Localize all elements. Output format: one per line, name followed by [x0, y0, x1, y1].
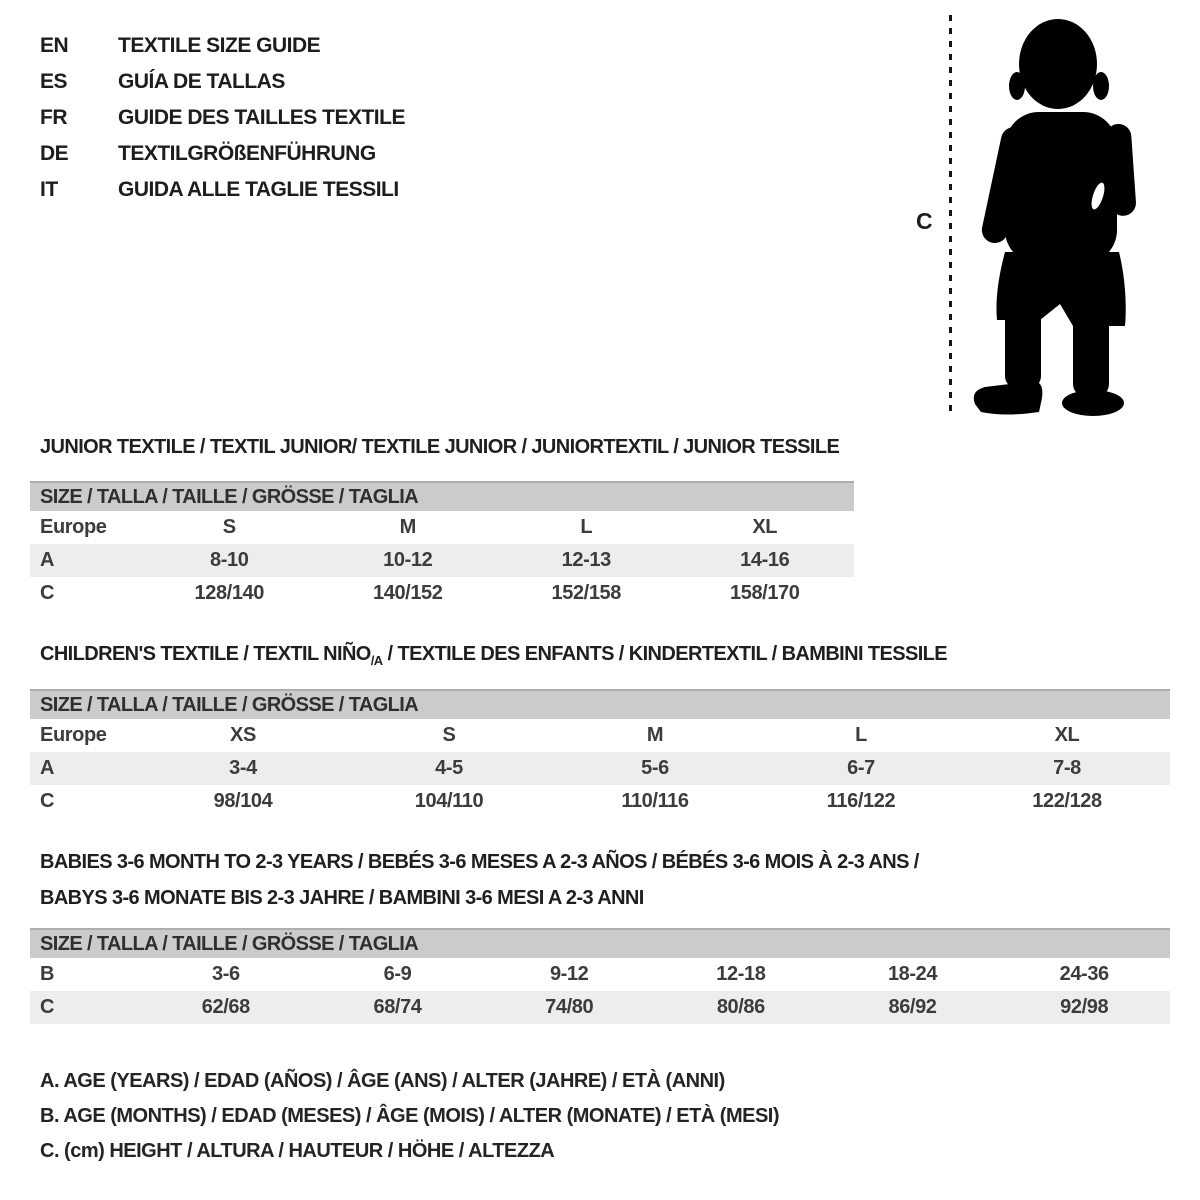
table-cell: 7-8: [1053, 757, 1081, 779]
children-title-part2: / TEXTILE DES ENFANTS / KINDERTEXTIL / BAMBINI TESSILE: [382, 643, 948, 665]
table-header: [30, 481, 854, 511]
table-header: [30, 689, 1170, 719]
table-cell: 122/128: [1032, 790, 1102, 812]
children-size-table: [30, 689, 1170, 818]
language-code: DE: [40, 142, 69, 165]
table-cell: M: [399, 516, 416, 538]
table-cell: 152/158: [551, 582, 621, 604]
language-title-list: [40, 28, 405, 208]
table-cell: 5-6: [641, 757, 669, 779]
table-header-label: SIZE / TALLA / TAILLE / GRÖSSE / TAGLIA: [40, 485, 419, 508]
table-cell: XL: [752, 516, 778, 538]
table-cell: 128/140: [194, 582, 264, 604]
language-row: [40, 28, 405, 64]
table-cell: 8-10: [210, 549, 249, 571]
babies-section-title-line1: BABIES 3-6 MONTH TO 2-3 YEARS / BEBÉS 3-6 MESES A 2-3 AÑOS / BÉBÉS 3-6 MOIS À 2-3 ANS /: [40, 851, 919, 873]
table-cell: S: [442, 724, 456, 746]
table-cell: 86/92: [888, 996, 937, 1018]
language-code: FR: [40, 106, 67, 129]
table-cell: 6-7: [847, 757, 875, 779]
row-label: A: [40, 757, 55, 779]
table-cell: XS: [230, 724, 256, 746]
language-row: [40, 136, 405, 172]
table-row: [30, 991, 1170, 1024]
table-header: [30, 928, 1170, 958]
table-cell: 24-36: [1059, 963, 1109, 985]
table-cell: 80/86: [716, 996, 765, 1018]
table-cell: 104/110: [414, 790, 484, 812]
table-row: [30, 785, 1170, 818]
table-cell: 116/122: [826, 790, 896, 812]
row-label: B: [40, 963, 55, 985]
table-header-label: SIZE / TALLA / TAILLE / GRÖSSE / TAGLIA: [40, 932, 419, 955]
legend-line-a: A. AGE (YEARS) / EDAD (AÑOS) / ÂGE (ANS) / ALTER (JAHRE) / ETÀ (ANNI): [40, 1070, 725, 1092]
language-row: [40, 172, 405, 208]
junior-size-table: [30, 481, 854, 610]
children-title-part1: CHILDREN'S TEXTILE / TEXTIL NIÑO: [40, 643, 371, 665]
table-row: [30, 719, 1170, 752]
table-header-label: SIZE / TALLA / TAILLE / GRÖSSE / TAGLIA: [40, 693, 419, 716]
babies-section-title-line2: BABYS 3-6 MONATE BIS 2-3 JAHRE / BAMBINI 3-6 MESI A 2-3 ANNI: [40, 887, 644, 909]
guide-title-es: GUÍA DE TALLAS: [118, 70, 285, 93]
table-cell: 158/170: [730, 582, 800, 604]
language-code: IT: [40, 178, 58, 201]
row-label: C: [40, 790, 55, 812]
legend-line-c: C. (cm) HEIGHT / ALTURA / HAUTEUR / HÖHE / ALTEZZA: [40, 1140, 555, 1162]
table-cell: 74/80: [545, 996, 594, 1018]
table-cell: 92/98: [1060, 996, 1109, 1018]
table-cell: L: [855, 724, 867, 746]
table-cell: 98/104: [213, 790, 273, 812]
table-cell: 12-18: [716, 963, 766, 985]
guide-title-fr: GUIDE DES TAILLES TEXTILE: [118, 106, 405, 129]
table-cell: 3-6: [211, 963, 240, 985]
babies-size-table: [30, 928, 1170, 1024]
height-marker-label: C: [916, 208, 933, 234]
table-cell: 110/116: [621, 790, 689, 812]
junior-section-title: JUNIOR TEXTILE / TEXTIL JUNIOR/ TEXTILE JUNIOR / JUNIORTEXTIL / JUNIOR TESSILE: [40, 436, 840, 458]
table-cell: L: [580, 516, 593, 538]
language-code: EN: [40, 34, 69, 57]
language-code: ES: [40, 70, 68, 93]
row-label: Europe: [40, 516, 107, 538]
table-cell: 4-5: [435, 757, 463, 779]
row-label: Europe: [40, 724, 107, 746]
table-cell: 6-9: [383, 963, 412, 985]
guide-title-de: TEXTILGRÖßENFÜHRUNG: [118, 142, 376, 165]
toddler-silhouette-image: [955, 14, 1150, 419]
table-row: [30, 752, 1170, 785]
height-dashed-line: [949, 15, 952, 417]
row-label: C: [40, 582, 55, 604]
table-cell: XL: [1054, 724, 1080, 746]
table-row: [30, 511, 854, 544]
legend-line-b: B. AGE (MONTHS) / EDAD (MESES) / ÂGE (MOIS) / ALTER (MONATE) / ETÀ (MESI): [40, 1105, 780, 1127]
table-cell: 9-12: [549, 963, 589, 985]
table-cell: M: [646, 724, 664, 746]
table-cell: 62/68: [201, 996, 250, 1018]
children-title-subscript: /A: [370, 653, 383, 668]
guide-title-it: GUIDA ALLE TAGLIE TESSILI: [118, 178, 399, 201]
table-cell: 12-13: [561, 549, 611, 571]
row-label: A: [40, 549, 55, 571]
table-cell: 3-4: [229, 757, 257, 779]
legend: [40, 1064, 779, 1169]
table-cell: 14-16: [740, 549, 790, 571]
guide-title-en: TEXTILE SIZE GUIDE: [118, 34, 321, 57]
table-cell: 18-24: [887, 963, 938, 985]
table-cell: 140/152: [373, 582, 443, 604]
table-row: [30, 577, 854, 610]
table-cell: 68/74: [373, 996, 422, 1018]
language-row: [40, 64, 405, 100]
table-row: [30, 544, 854, 577]
row-label: C: [40, 996, 55, 1018]
language-row: [40, 100, 405, 136]
table-cell: S: [222, 516, 236, 538]
children-section-title: [40, 643, 947, 666]
table-row: [30, 958, 1170, 991]
table-cell: 10-12: [383, 549, 433, 571]
